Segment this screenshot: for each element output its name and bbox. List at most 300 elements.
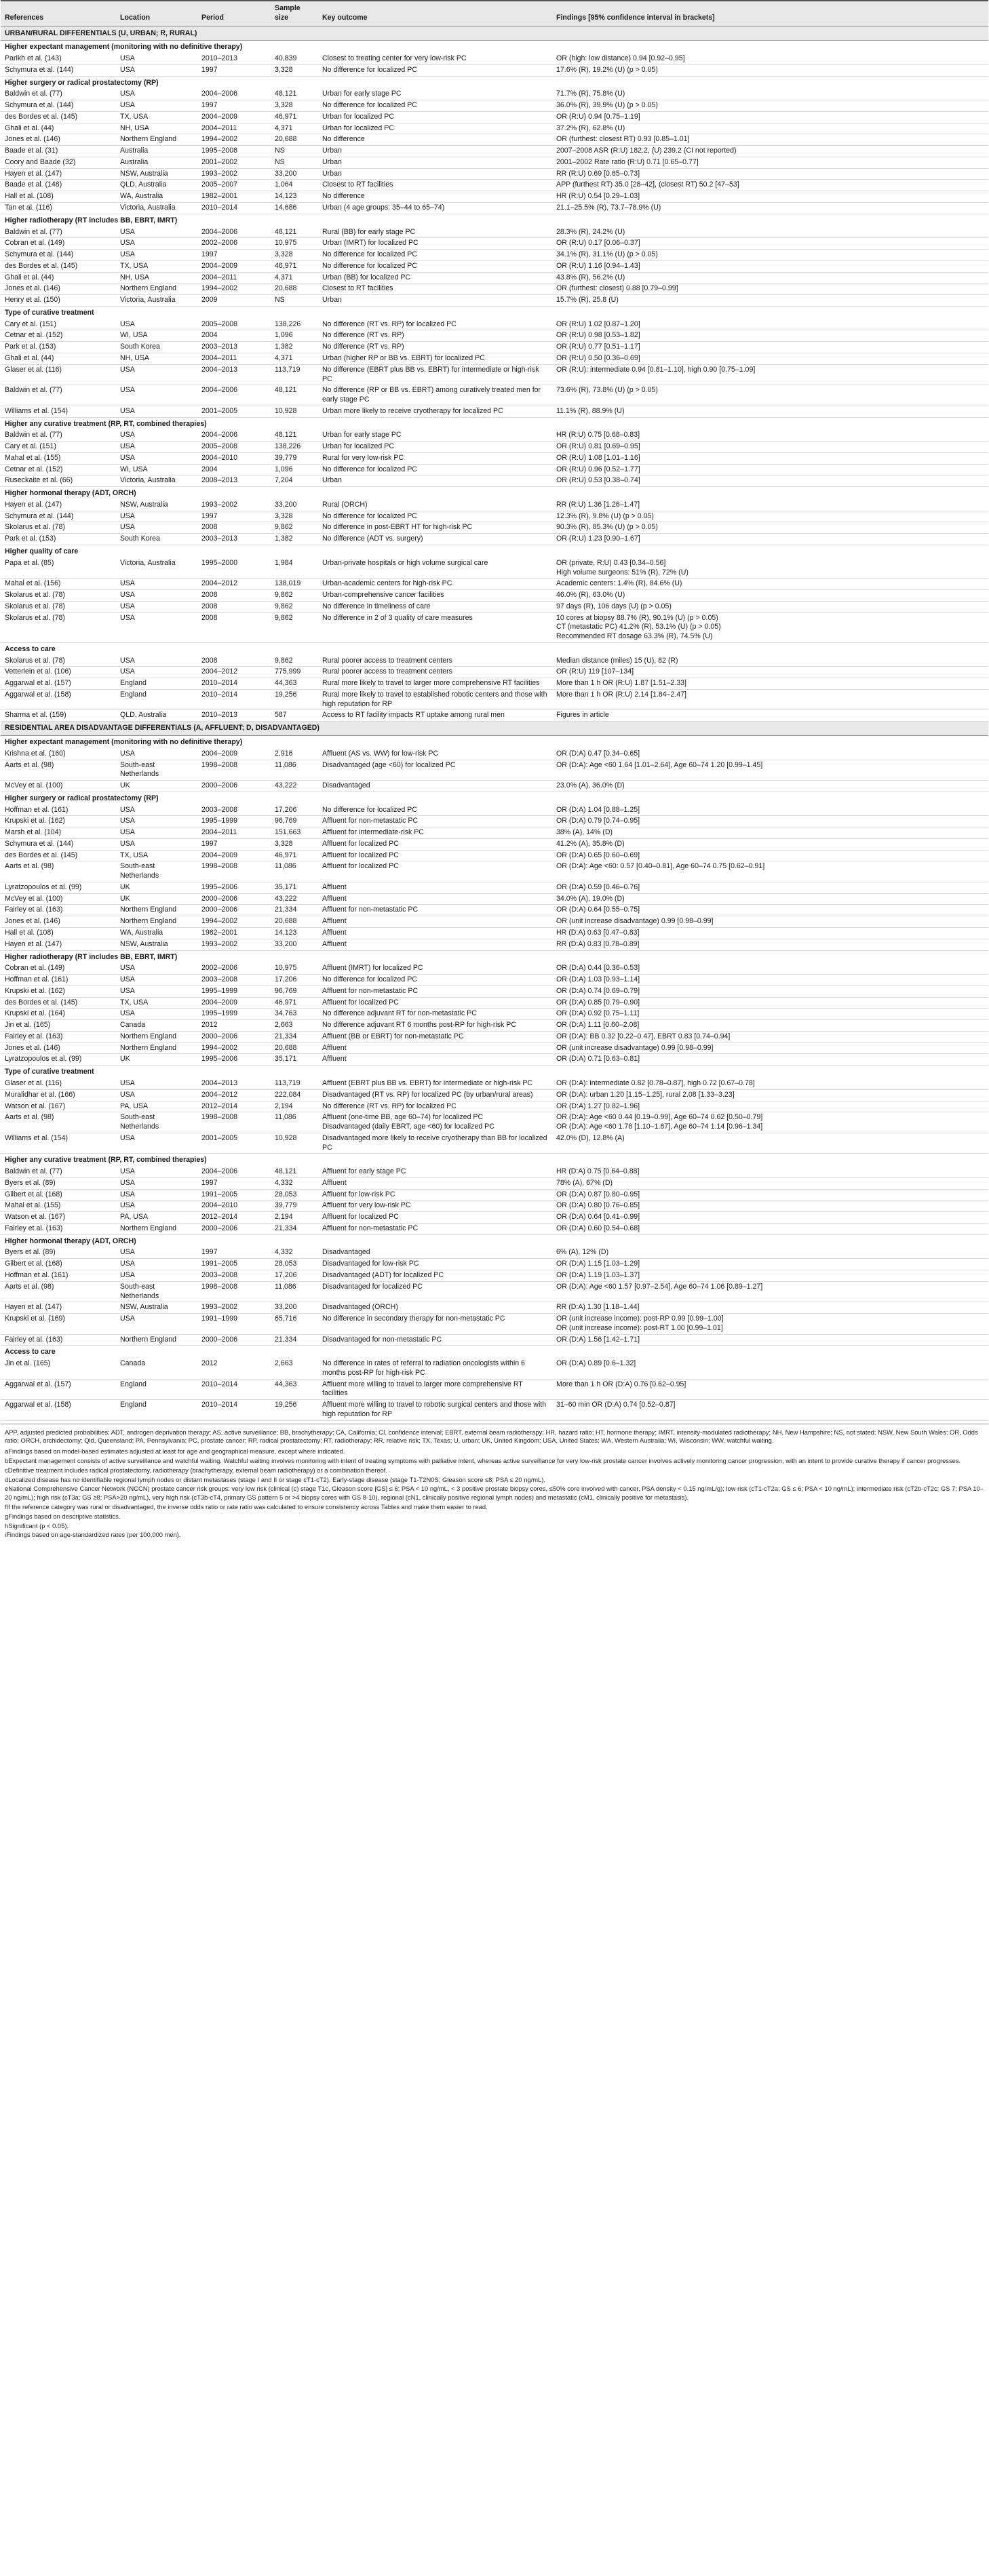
cell-key-outcome: Rural (BB) for early stage PC — [318, 227, 552, 238]
cell-reference: Aggarwal et al. (158) — [1, 689, 116, 710]
cell-sample-size: 1,382 — [271, 342, 318, 353]
cell-location: USA — [116, 590, 197, 602]
cell-key-outcome: No difference for localized PC — [318, 511, 552, 522]
cell-location: USA — [116, 612, 197, 642]
cell-period: 1991–2005 — [197, 1259, 271, 1270]
cell-location: USA — [116, 656, 197, 667]
cell-sample-size: 10,975 — [271, 238, 318, 250]
cell-reference: Cobran et al. (149) — [1, 963, 116, 974]
table-row — [1, 1334, 988, 1346]
table-row — [1, 238, 988, 250]
cell-period: 2004–2006 — [197, 385, 271, 406]
cell-location: England — [116, 678, 197, 690]
cell-sample-size: 43,222 — [271, 781, 318, 792]
cell-reference: Gilbert et al. (168) — [1, 1259, 116, 1270]
cell-findings: HR (R:U) 0.54 [0.29–1.03] — [552, 191, 988, 203]
cell-sample-size: 138,226 — [271, 319, 318, 330]
cell-sample-size: 28,053 — [271, 1259, 318, 1270]
cell-key-outcome: Affluent (BB or EBRT) for non-metastatic PC — [318, 1031, 552, 1042]
cell-sample-size: 3,328 — [271, 64, 318, 76]
cell-key-outcome: No difference for localized PC — [318, 100, 552, 112]
cell-reference: Aarts et al. (98) — [1, 760, 116, 781]
cell-findings: OR (D:A) 0.71 [0.63–0.81] — [552, 1054, 988, 1066]
cell-findings: OR (R:U) 0.94 [0.75–1.19] — [552, 111, 988, 123]
cell-location: NSW, Australia — [116, 500, 197, 511]
table-row — [1, 893, 988, 905]
cell-key-outcome: Disadvantaged for non-metastatic PC — [318, 1334, 552, 1346]
cell-findings: 34.0% (A), 19.0% (D) — [552, 893, 988, 905]
cell-sample-size: 3,328 — [271, 511, 318, 522]
table-row — [1, 89, 988, 100]
cell-location: USA — [116, 601, 197, 612]
cell-location: TX, USA — [116, 111, 197, 123]
cell-location: USA — [116, 100, 197, 112]
group-header-row — [1, 487, 988, 500]
table-row — [1, 1078, 988, 1089]
cell-key-outcome: Urban for localized PC — [318, 123, 552, 134]
cell-location: USA — [116, 238, 197, 250]
cell-key-outcome: Affluent (one-time BB, age 60–74) for localized PC Disadvantaged (daily EBRT, age <60) for localized PC — [318, 1112, 552, 1133]
cell-reference: Skolarus et al. (78) — [1, 612, 116, 642]
table-row — [1, 1031, 988, 1042]
cell-sample-size: 9,862 — [271, 601, 318, 612]
cell-location: Northern England — [116, 134, 197, 146]
cell-key-outcome: Affluent — [318, 916, 552, 928]
cell-location: USA — [116, 749, 197, 760]
table-row — [1, 1054, 988, 1066]
cell-reference: Baldwin et al. (77) — [1, 1167, 116, 1177]
cell-reference: Skolarus et al. (78) — [1, 522, 116, 534]
cell-location: South-east Netherlands — [116, 760, 197, 781]
table-row — [1, 1223, 988, 1234]
cell-key-outcome: Disadvantaged — [318, 781, 552, 792]
cell-period: 2008 — [197, 612, 271, 642]
cell-key-outcome: Disadvantaged more likely to receive cryotherapy than BB for localized PC — [318, 1133, 552, 1154]
cell-location: USA — [116, 442, 197, 453]
table-row — [1, 749, 988, 760]
table-row — [1, 916, 988, 928]
cell-sample-size: 33,200 — [271, 168, 318, 180]
table-row — [1, 997, 988, 1009]
cell-findings: OR (D:A) 1.27 [0.82–1.96] — [552, 1101, 988, 1112]
cell-sample-size: 151,663 — [271, 827, 318, 839]
section-title: RESIDENTIAL AREA DISADVANTAGE DIFFERENTIALS (A, AFFLUENT; D, DISADVANTAGED) — [1, 722, 988, 736]
cell-key-outcome: No difference for localized PC — [318, 260, 552, 272]
cell-key-outcome: No difference in rates of referral to radiation oncologists within 6 months post-RP for high-risk PC — [318, 1359, 552, 1379]
table-row — [1, 985, 988, 997]
cell-period: 1994–2002 — [197, 284, 271, 295]
cell-period: 2001–2002 — [197, 157, 271, 168]
group-header-row — [1, 950, 988, 963]
cell-key-outcome: Affluent — [318, 882, 552, 893]
cell-location: USA — [116, 64, 197, 76]
cell-location: USA — [116, 1009, 197, 1020]
cell-location: USA — [116, 1247, 197, 1258]
group-header-row — [1, 306, 988, 319]
cell-reference: Henry et al. (150) — [1, 295, 116, 307]
cell-period: 1995–2006 — [197, 1054, 271, 1066]
cell-reference: Watson et al. (167) — [1, 1101, 116, 1112]
cell-location: NH, USA — [116, 353, 197, 364]
cell-reference: Jin et al. (165) — [1, 1359, 116, 1379]
cell-key-outcome: Rural for very low-risk PC — [318, 452, 552, 464]
table-row — [1, 781, 988, 792]
cell-findings: OR (D:A) 1.19 [1.03–1.37] — [552, 1270, 988, 1281]
cell-reference: Jones et al. (146) — [1, 1042, 116, 1054]
cell-period: 1993–2002 — [197, 168, 271, 180]
table-row — [1, 1379, 988, 1400]
group-title: Higher surgery or radical prostatectomy (RP) — [5, 794, 159, 802]
table-row — [1, 203, 988, 214]
cell-findings: 17.6% (R), 19.2% (U) (p > 0.05) — [552, 64, 988, 76]
cell-reference: Skolarus et al. (78) — [1, 590, 116, 602]
cell-key-outcome: Affluent more willing to travel to robotic surgical centers and those with high reputation for RP — [318, 1400, 552, 1421]
cell-sample-size: 48,121 — [271, 385, 318, 406]
cell-period: 1995–1999 — [197, 816, 271, 827]
cell-findings: OR (R:U) 0.50 [0.36–0.69] — [552, 353, 988, 364]
cell-sample-size: 11,086 — [271, 1281, 318, 1302]
cell-findings: OR (D:A) 0.60 [0.54–0.68] — [552, 1223, 988, 1234]
cell-reference: Lyratzopoulos et al. (99) — [1, 1054, 116, 1066]
cell-reference: Williams et al. (154) — [1, 406, 116, 417]
cell-sample-size: 35,171 — [271, 1054, 318, 1066]
cell-reference: Baldwin et al. (77) — [1, 227, 116, 238]
cell-location: USA — [116, 1177, 197, 1189]
cell-sample-size: 65,716 — [271, 1314, 318, 1335]
cell-reference: Schymura et al. (144) — [1, 250, 116, 261]
cell-sample-size: 48,121 — [271, 430, 318, 441]
cell-period: 2008 — [197, 522, 271, 534]
cell-sample-size: 11,086 — [271, 760, 318, 781]
table-row — [1, 579, 988, 590]
cell-key-outcome: Rural poorer access to treatment centers — [318, 667, 552, 678]
cell-key-outcome: No difference adjuvant RT 6 months post-RP for high-risk PC — [318, 1020, 552, 1032]
cell-location: USA — [116, 667, 197, 678]
cell-sample-size: 46,971 — [271, 111, 318, 123]
cell-location: USA — [116, 1167, 197, 1177]
cell-location: USA — [116, 364, 197, 385]
table-row — [1, 689, 988, 710]
cell-findings: OR (D:A): urban 1.20 [1.15–1.25], rural 2.08 [1.33–3.23] — [552, 1089, 988, 1101]
cell-period: 2012–2014 — [197, 1101, 271, 1112]
cell-location: USA — [116, 511, 197, 522]
cell-sample-size: 40,839 — [271, 54, 318, 64]
cell-location: USA — [116, 985, 197, 997]
cell-location: TX, USA — [116, 260, 197, 272]
footnote: aFindings based on model-based estimates adjusted at least for age and geographical measure, except where indicated. — [5, 1447, 345, 1456]
cell-reference: Park et al. (153) — [1, 534, 116, 545]
cell-location: USA — [116, 1089, 197, 1101]
cell-reference: Muralidhar et al. (166) — [1, 1089, 116, 1101]
cell-period: 1997 — [197, 1247, 271, 1258]
table-row — [1, 406, 988, 417]
cell-key-outcome: Urban for early stage PC — [318, 89, 552, 100]
cell-findings: 28.3% (R), 24.2% (U) — [552, 227, 988, 238]
cell-key-outcome: No difference adjuvant RT for non-metastatic PC — [318, 1009, 552, 1020]
group-title: Higher hormonal therapy (ADT, ORCH) — [5, 489, 136, 498]
table-row — [1, 612, 988, 642]
cell-period: 1998–2008 — [197, 861, 271, 882]
cell-sample-size: 138,226 — [271, 442, 318, 453]
cell-key-outcome: Closest to RT facilities — [318, 284, 552, 295]
cell-findings: HR (R:U) 0.75 [0.68–0.83] — [552, 430, 988, 441]
cell-key-outcome: Disadvantaged for low-risk PC — [318, 1259, 552, 1270]
table-row — [1, 442, 988, 453]
cell-sample-size: 48,121 — [271, 89, 318, 100]
cell-period: 2009 — [197, 295, 271, 307]
cell-period: 1995–1999 — [197, 1009, 271, 1020]
group-header-row — [1, 417, 988, 430]
cell-period: 1997 — [197, 838, 271, 850]
group-title: Access to care — [5, 1348, 56, 1357]
cell-key-outcome: Affluent for early stage PC — [318, 1167, 552, 1177]
cell-reference: Krishna et al. (160) — [1, 749, 116, 760]
cell-sample-size: 14,123 — [271, 928, 318, 939]
cell-sample-size: 1,096 — [271, 464, 318, 475]
section-title: URBAN/RURAL DIFFERENTIALS (U, URBAN; R, RURAL) — [1, 26, 988, 41]
cell-period: 2004–2006 — [197, 430, 271, 441]
cell-key-outcome: Urban — [318, 157, 552, 168]
cell-period: 1997 — [197, 100, 271, 112]
table-row — [1, 1089, 988, 1101]
cell-sample-size: 28,053 — [271, 1189, 318, 1201]
header-row — [1, 1, 988, 26]
cell-period: 2004–2010 — [197, 452, 271, 464]
cell-findings: 23.0% (A), 36.0% (D) — [552, 781, 988, 792]
cell-findings: OR (D:A): Age <60 0.44 [0.19–0.99], Age 60–74 0.62 [0.50–0.79] OR (D:A): Age <60 1.78 [1.10–1.87], Age 60–74 1.14 [0.96–1.34] — [552, 1112, 988, 1133]
cell-key-outcome: Disadvantaged — [318, 1247, 552, 1258]
cell-reference: des Bordes et al. (145) — [1, 260, 116, 272]
cell-findings: OR (unit increase income): post-RP 0.99 [0.99–1.00] OR (unit increase income): post-RT 1.00 [0.99–1.01] — [552, 1314, 988, 1335]
cell-reference: Mahal et al. (155) — [1, 1201, 116, 1212]
table-row — [1, 295, 988, 307]
cell-sample-size: 20,688 — [271, 134, 318, 146]
group-title: Higher expectant management (monitoring with no definitive therapy) — [5, 738, 243, 746]
cell-period: 1997 — [197, 64, 271, 76]
cell-reference: Hall et al. (108) — [1, 191, 116, 203]
cell-findings: OR (D:A): Age <60: 0.57 [0.40–0.81], Age 60–74 0.75 [0.62–0.91] — [552, 861, 988, 882]
cell-reference: Jones et al. (146) — [1, 916, 116, 928]
cell-findings: OR (R:U) 0.81 [0.69–0.95] — [552, 442, 988, 453]
cell-key-outcome: Affluent (AS vs. WW) for low-risk PC — [318, 749, 552, 760]
header-period: Period — [197, 1, 271, 26]
cell-findings: 78% (A), 67% (D) — [552, 1177, 988, 1189]
cell-key-outcome: No difference (RP or BB vs. EBRT) among curatively treated men for early stage PC — [318, 385, 552, 406]
cell-findings: OR (R:U) 1.08 [1.01–1.16] — [552, 452, 988, 464]
cell-reference: Lyratzopoulos et al. (99) — [1, 882, 116, 893]
table-row — [1, 64, 988, 76]
footnote: eNational Comprehensive Cancer Network (NCCN) prostate cancer risk groups: very low risk (clinical (c) stage T1c, Gleason score [GS] ≤ 6; PSA < 10 ng/mL, < 3 positive prostate biopsy cores, ≤50% core involved with cancer, PSA density < 0.15 ng/mL/g); low risk (cT1-cT2a; GS ≤ 6; PSA < 10 ng/mL); intermediate risk (cT2b-cT2c; GS 7; PSA 10–20 ng/mL); high risk (cT3a; GS ≥8; PSA>20 ng/mL), very high risk (cT3b-cT4, primary GS pattern 5 or >4 biopsy cores with GS 8-10), regional (cN1, clinically positive regional lymph nodes) and metastatic (cM1, clinically positive for metastasis). — [5, 1485, 984, 1502]
cell-sample-size: 11,086 — [271, 1112, 318, 1133]
table-row — [1, 1302, 988, 1314]
group-header-row — [1, 1154, 988, 1167]
cell-sample-size: 9,862 — [271, 612, 318, 642]
cell-location: USA — [116, 522, 197, 534]
cell-sample-size: 2,663 — [271, 1020, 318, 1032]
cell-key-outcome: Affluent for localized PC — [318, 1212, 552, 1224]
cell-reference: Aggarwal et al. (158) — [1, 1400, 116, 1421]
cell-reference: Baade et al. (31) — [1, 146, 116, 157]
cell-key-outcome: Affluent for low-risk PC — [318, 1189, 552, 1201]
cell-findings: OR (R:U) 1.02 [0.87–1.20] — [552, 319, 988, 330]
table-row — [1, 475, 988, 487]
cell-findings: OR (D:A) 0.44 [0.36–0.53] — [552, 963, 988, 974]
footnote: dLocalized disease has no identifiable regional lymph nodes or distant metastases (stage I and II or stage cT1-cT2). Early-stage disease (stage T1-T2N0S; Gleason score ≤8; PSA ≤ 20 ng/mL). — [5, 1475, 545, 1483]
cell-reference: Byers et al. (89) — [1, 1247, 116, 1258]
cell-findings: 2007–2008 ASR (R:U) 182.2, (U) 239.2 (CI not reported) — [552, 146, 988, 157]
cell-location: England — [116, 1379, 197, 1400]
cell-findings: OR (private, R:U) 0.43 [0.34–0.56] High volume surgeons: 51% (R), 72% (U) — [552, 558, 988, 579]
cell-key-outcome: Affluent (IMRT) for localized PC — [318, 963, 552, 974]
table-row — [1, 1020, 988, 1032]
group-title: Access to care — [5, 644, 56, 653]
cell-period: 2008 — [197, 601, 271, 612]
cell-key-outcome: Affluent (EBRT plus BB vs. EBRT) for intermediate or high-risk PC — [318, 1078, 552, 1089]
group-header-row — [1, 76, 988, 89]
cell-findings: RR (R:U) 1.36 [1.26–1.47] — [552, 500, 988, 511]
cell-key-outcome: Urban for early stage PC — [318, 430, 552, 441]
cell-location: USA — [116, 816, 197, 827]
table-row — [1, 191, 988, 203]
cell-period: 2012–2014 — [197, 1212, 271, 1224]
cell-key-outcome: Affluent for localized PC — [318, 997, 552, 1009]
cell-reference: Tan et al. (116) — [1, 203, 116, 214]
table-row — [1, 1009, 988, 1020]
cell-key-outcome: Closest to RT facilities — [318, 180, 552, 191]
cell-findings: OR (R:U) 1.16 [0.94–1.43] — [552, 260, 988, 272]
cell-location: Northern England — [116, 1223, 197, 1234]
table-row — [1, 963, 988, 974]
cell-key-outcome: Affluent — [318, 1054, 552, 1066]
cell-period: 2000–2006 — [197, 893, 271, 905]
cell-location: USA — [116, 250, 197, 261]
cell-findings: OR (D:A) 0.64 [0.41–0.99] — [552, 1212, 988, 1224]
cell-reference: Cary et al. (151) — [1, 319, 116, 330]
cell-findings: More than 1 h OR (R:U) 2.14 [1.84–2.47] — [552, 689, 988, 710]
cell-location: UK — [116, 1054, 197, 1066]
cell-sample-size: 48,121 — [271, 227, 318, 238]
cell-findings: OR (D:A) 1.56 [1.42–1.71] — [552, 1334, 988, 1346]
cell-key-outcome: Urban (IMRT) for localized PC — [318, 238, 552, 250]
cell-key-outcome: Urban (higher RP or BB vs. EBRT) for localized PC — [318, 353, 552, 364]
cell-findings: OR (D:A) 1.11 [0.60–2.08] — [552, 1020, 988, 1032]
cell-sample-size: 48,121 — [271, 1167, 318, 1177]
cell-sample-size: 2,194 — [271, 1101, 318, 1112]
cell-reference: Marsh et al. (104) — [1, 827, 116, 839]
cell-findings: 34.1% (R), 31.1% (U) (p > 0.05) — [552, 250, 988, 261]
cell-findings: 90.3% (R), 85.3% (U) (p > 0.05) — [552, 522, 988, 534]
cell-sample-size: 1,382 — [271, 534, 318, 545]
cell-findings: OR (D:A) 1.03 [0.93–1.14] — [552, 975, 988, 986]
cell-findings: 36.0% (R), 39.9% (U) (p > 0.05) — [552, 100, 988, 112]
cell-period: 2010–2014 — [197, 689, 271, 710]
cell-key-outcome: No difference for localized PC — [318, 805, 552, 816]
cell-reference: Fairley et al. (163) — [1, 1334, 116, 1346]
treatment-differentials-table — [1, 0, 988, 1421]
section-header-row — [1, 26, 988, 41]
cell-period: 2000–2006 — [197, 905, 271, 916]
table-row — [1, 157, 988, 168]
cell-findings: 42.0% (D), 12.8% (A) — [552, 1133, 988, 1154]
cell-findings: More than 1 h OR (D:A) 0.76 [0.62–0.95] — [552, 1379, 988, 1400]
table-row — [1, 678, 988, 690]
table-row — [1, 452, 988, 464]
cell-sample-size: 587 — [271, 710, 318, 722]
cell-location: QLD, Australia — [116, 710, 197, 722]
cell-period: 2004–2009 — [197, 749, 271, 760]
cell-period: 2003–2008 — [197, 975, 271, 986]
cell-period: 2003–2008 — [197, 1270, 271, 1281]
cell-reference: Cary et al. (151) — [1, 442, 116, 453]
cell-key-outcome: Affluent — [318, 939, 552, 950]
group-title: Higher radiotherapy (RT includes BB, EBRT, IMRT) — [5, 216, 178, 225]
cell-period: 2004–2012 — [197, 579, 271, 590]
cell-sample-size: 46,971 — [271, 260, 318, 272]
cell-reference: Aarts et al. (98) — [1, 861, 116, 882]
cell-sample-size: 1,064 — [271, 180, 318, 191]
table-row — [1, 330, 988, 342]
cell-period: 1997 — [197, 511, 271, 522]
group-title: Higher surgery or radical prostatectomy (RP) — [5, 78, 159, 87]
cell-sample-size: 34,763 — [271, 1009, 318, 1020]
cell-period: 1998–2008 — [197, 1281, 271, 1302]
cell-location: South-east Netherlands — [116, 1112, 197, 1133]
cell-location: WI, USA — [116, 330, 197, 342]
cell-location: Northern England — [116, 284, 197, 295]
cell-reference: Ruseckaite et al. (66) — [1, 475, 116, 487]
cell-sample-size: 20,688 — [271, 1042, 318, 1054]
section-header-row — [1, 722, 988, 736]
cell-key-outcome: Disadvantaged (age <60) for localized PC — [318, 760, 552, 781]
group-title: Higher hormonal therapy (ADT, ORCH) — [5, 1236, 136, 1245]
table-row — [1, 134, 988, 146]
cell-findings: RR (D:A) 0.83 [0.78–0.89] — [552, 939, 988, 950]
cell-sample-size: 9,862 — [271, 590, 318, 602]
cell-sample-size: 20,688 — [271, 284, 318, 295]
table-row — [1, 464, 988, 475]
cell-period: 2000–2006 — [197, 1031, 271, 1042]
cell-key-outcome: Affluent for localized PC — [318, 861, 552, 882]
table-row — [1, 1270, 988, 1281]
cell-key-outcome: No difference — [318, 191, 552, 203]
cell-reference: Williams et al. (154) — [1, 1133, 116, 1154]
group-title: Higher radiotherapy (RT includes BB, EBRT, IMRT) — [5, 952, 178, 961]
cell-findings: OR (D:A) 0.87 [0.80–0.95] — [552, 1189, 988, 1201]
cell-reference: Schymura et al. (144) — [1, 64, 116, 76]
cell-period: 2010–2014 — [197, 1400, 271, 1421]
cell-location: UK — [116, 893, 197, 905]
cell-reference: Vetterlein et al. (106) — [1, 667, 116, 678]
cell-sample-size: NS — [271, 146, 318, 157]
cell-findings: 15.7% (R), 25.8 (U) — [552, 295, 988, 307]
cell-key-outcome: No difference (RT vs. RP) — [318, 330, 552, 342]
cell-sample-size: 3,328 — [271, 100, 318, 112]
group-header-row — [1, 1234, 988, 1247]
group-title: Higher any curative treatment (RP, RT, combined therapies) — [5, 419, 207, 428]
cell-key-outcome: Urban-private hospitals or high volume surgical care — [318, 558, 552, 579]
cell-reference: Mahal et al. (156) — [1, 579, 116, 590]
cell-reference: Krupski et al. (164) — [1, 1009, 116, 1020]
cell-key-outcome: Affluent — [318, 1177, 552, 1189]
cell-location: QLD, Australia — [116, 180, 197, 191]
cell-period: 1994–2002 — [197, 134, 271, 146]
cell-findings: APP (furthest RT) 35.0 [28–42], (closest RT) 50.2 [47–53] — [552, 180, 988, 191]
cell-period: 1998–2008 — [197, 1112, 271, 1133]
group-title: Higher expectant management (monitoring with no definitive therapy) — [5, 43, 243, 52]
cell-key-outcome: No difference in secondary therapy for non-metastatic PC — [318, 1314, 552, 1335]
cell-reference: Skolarus et al. (78) — [1, 601, 116, 612]
cell-findings: More than 1 h OR (R:U) 1.87 [1.51–2.33] — [552, 678, 988, 690]
